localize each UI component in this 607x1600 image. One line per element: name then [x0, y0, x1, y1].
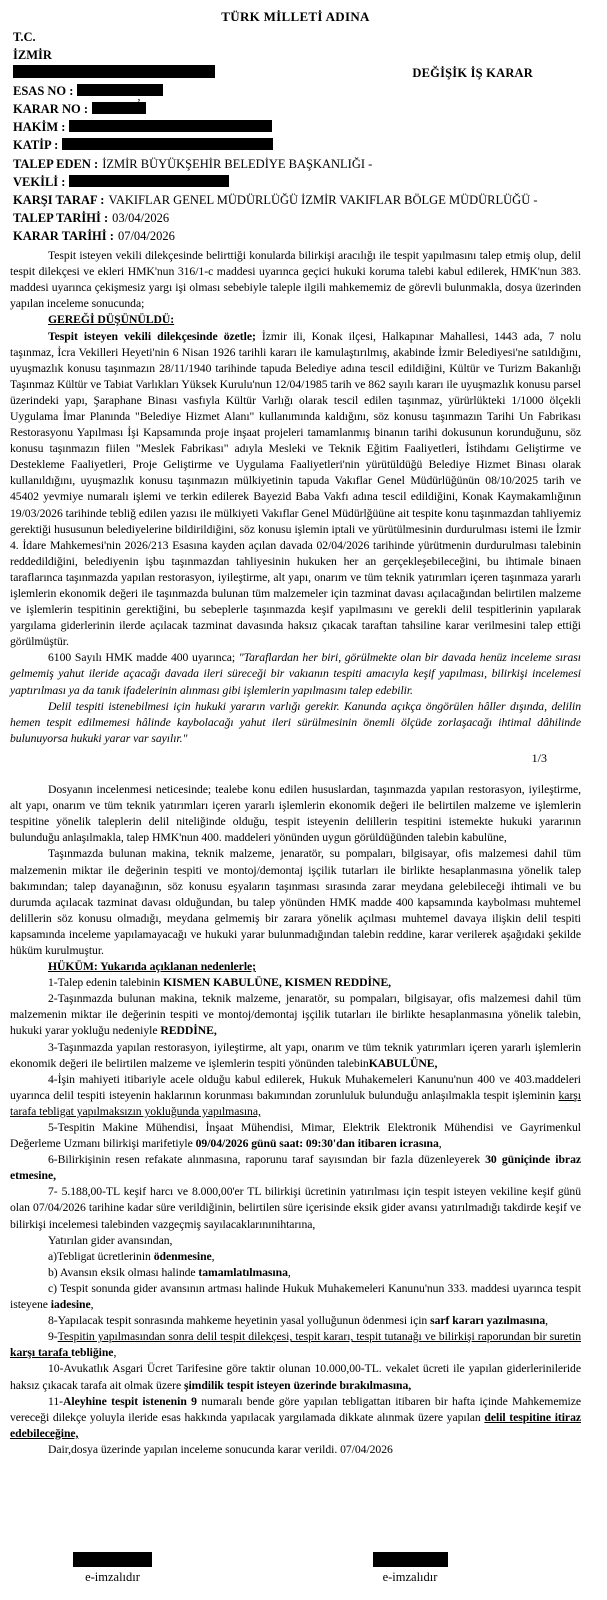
paragraph [10, 1184, 581, 1232]
field-label: TALEP EDEN : [13, 156, 99, 171]
signature-redaction-bar [73, 1552, 152, 1567]
field-label: KARAR NO : [13, 102, 88, 117]
case-field-row [13, 227, 581, 245]
redaction-bar [69, 175, 229, 187]
case-field-row [13, 155, 581, 173]
paragraph [10, 1233, 581, 1249]
field-label: KARAR TARİHİ : [13, 228, 114, 243]
signature-block [371, 1552, 449, 1585]
text-run: 8-Yapılacak tespit sonrasında mahkeme heyetinin yasal yolluğunun ödenmesi için [48, 1314, 431, 1328]
text-run: tamamlatılmasına [198, 1265, 288, 1279]
redaction-bar [92, 102, 146, 114]
text-run: 11- [48, 1394, 63, 1408]
case-field-row [13, 191, 581, 209]
text-run: , [545, 1314, 549, 1328]
signature-redaction-bar [373, 1552, 448, 1567]
field-label: VEKİLİ : [13, 174, 66, 189]
paragraph [10, 782, 581, 846]
field-label: HAKİM : [13, 120, 66, 135]
text-run: sarf kararı yazılmasına [430, 1314, 546, 1328]
text-run: REDDİNE, [160, 1024, 217, 1038]
text-run: 09/04/2026 günü saat: 09:30'dan itibaren icrasına [195, 1137, 439, 1151]
text-run: 9- [48, 1330, 58, 1344]
text-run: 10-Avukatlık Asgari Ücret Tarifesine göre taktir olunan 10.000,00-TL. vekalet ücreti ile yapılan giderlerinileride haksız çıkacak tarafa ait olmak üzere [10, 1362, 581, 1392]
field-value: 07/04/2026 [117, 228, 175, 243]
text-run: Dair,dosya üzerinde yapılan inceleme sonucunda karar verildi. 07/04/2026 [48, 1442, 393, 1456]
text-run: Tespitin yapılmasından sonra delil tespit dilekçesi, tespit kararı, tespit tutanağı ve bilirkişi raporundan bir suretin [57, 1330, 581, 1344]
case-field-row [13, 136, 581, 154]
paragraph [10, 846, 581, 959]
signature-block [73, 1552, 152, 1585]
case-field-row [13, 209, 581, 227]
text-run: Delil tespiti istenebilmesi için hukuki yararın varlığı gerekir. Kanunda açıkça öngörülen hâller dışında, delilin hemen tespit edilmemesi hâlinde kaybolacağı yahut ileri sürülmesinin önemli ölçüde zorlaşacağı ihtimal dâhilinde bulunuyorsa hukuki yarar var sayılır." [10, 699, 581, 745]
text-run: ödenmesine [153, 1249, 212, 1263]
e-signature-label: e-imzalıdır [382, 1570, 438, 1584]
redaction-bar [69, 120, 272, 132]
page-number: 1/3 [531, 750, 547, 765]
paragraph [10, 650, 581, 698]
republic-label: T.C. [13, 30, 36, 44]
paragraph [10, 1072, 581, 1120]
paragraph [10, 1120, 581, 1152]
court-name-redaction [13, 65, 215, 78]
text-run: şimdilik tespit isteyen üzerinde bırakılmasına, [183, 1378, 412, 1392]
paragraph [10, 975, 581, 991]
text-run: iadesine [50, 1298, 91, 1312]
case-field-row [13, 173, 581, 191]
paragraph [10, 248, 581, 312]
case-field-row [13, 82, 581, 104]
text-run: 30 güniçinde ibraz etmesine, [10, 1153, 581, 1183]
paragraph [10, 1040, 581, 1072]
redaction-bar [62, 138, 273, 150]
paragraph [10, 1249, 581, 1265]
redaction-suffix-mark: , [137, 89, 141, 104]
text-run: 1-Talep edenin talebinin [48, 976, 164, 990]
text-run: Taşınmazda bulunan makina, teknik malzeme, jenaratör, su pompaları, bilgisayar, ofis malzemesi dahil tüm malzemenin miktar ile değerinin tespiti ve montoj/demontaj işçilik tutarları ile birlikte hesaplanmasına yönelik talep bakımından; talep dayanağının, söz konusu eşyaların taşınması sırasında zarar meydana gelebileceği ihtimali ve bu durumda açılacak tazminat davası olduğundan, bu talep yönünden HMK madde 400 kapsamında kaybolması muhtemel delillerin söz konusu olmadığı, meydana gelmemiş bir zarara yönelik açılması muhtemel davaya ilişkin delil tespiti kapsamında inceleme yapılamayacağı ve hukuki yarar bulunmadığından talebin reddine, karar verilerek aşağıdaki şekilde hüküm kurulmuştur. [10, 847, 581, 957]
text-run: 2-Taşınmazda bulunan makina, teknik malzeme, jenaratör, su pompaları, bilgisayar, ofis malzemesi dahil tüm malzemenin miktar ile değerinin tespiti ve montoj/demontaj işçilik tutarları ile birlikte hesaplanmasına yönelik talebin, hukuki yarar yokluğu nedeniyle [10, 992, 581, 1038]
field-label: KARŞI TARAF : [13, 192, 105, 207]
court-name-row [13, 64, 581, 82]
field-value: 03/04/2026 [112, 210, 170, 225]
text-run: karşı tarafa tebligat yapılmaksızın yokluğunda yapılmasına, [10, 1088, 581, 1118]
paragraph [10, 1265, 581, 1281]
text-run: KISMEN KABULÜNE, KISMEN REDDİNE, [163, 976, 392, 990]
case-fields [13, 82, 581, 245]
text-run: 6100 Sayılı HMK madde 400 uyarınca; [48, 651, 239, 665]
text-run: b) Avansın eksik olması halinde [48, 1265, 199, 1279]
text-run: 4-İşin mahiyeti itibariyle acele olduğu kabul edilerek, Hukuk Muhakemeleri Kanunu'nun 400 ve 403.maddeleri uyarınca delil tespiti isteyenin haklarının korunması bakımından zorunluluk bulunduğu anlaşılmakla tespit işleminin [10, 1072, 581, 1102]
text-run: KABULÜNE, [368, 1056, 438, 1070]
paragraph [10, 1394, 581, 1442]
case-field-row [13, 100, 581, 118]
e-signature-label: e-imzalıdır [85, 1570, 140, 1584]
redaction-suffix-mark: ' [210, 64, 212, 77]
text-run: , [90, 1298, 94, 1312]
text-run: 3-Taşınmazda yapılan restorasyon, iyileştirme, alt yapı, onarım ve tüm teknik yatırımları içeren yararlı işlemlerin ekonomik değeri ile belirtilen malzeme ve işlemlerin tespiti yönünden talebin [10, 1040, 581, 1070]
text-run: a)Tebligat ücretlerinin [48, 1249, 154, 1263]
text-run: Tespit isteyen vekili dilekçesinde belirttiği konularda bilirkişi aracılığı ile tespit yapılmasını talep etmiş olup, delil tespit dilekçesi ve ekleri HMK'nun 316/1-c maddesi uyarınca geçici hukuki koruma talebi kabul edilerek, HMK'nun 383. maddesi uyarınca çekişmesiz yargı işi olması sebebiyle taleple ilgili mahkememiz de görevli bulunmakla, dosya üzerinden yapılan inceleme sonucunda; [10, 249, 581, 311]
text-run: İzmir ili, Konak ilçesi, Halkapınar Mahallesi, 1443 ada, 7 nolu taşınmaz, İcra Vekilleri Heyeti'nin 6 Nisan 1926 tarihli kararı ile kamulaştırılmış, akabinde İzmir Belediyesi'ne satıldığını, uyuşmazlık konusu taşınmazın 28/11/1940 tarihinde tapuda Belediye adına tescil edildiğini, Kültür ve Turizm Bakanlığı Taşınmaz Kültür ve Tabiat Varlıkları Yüksek Kurulu'nun 12/04/1985 tarih ve 862 sayılı kararı ile uyuşmazlık konusu parsel üzerindeki yapı, Şaraphane Binası vasfıyla Kültür Varlığı olarak tescil edilen taşınmaz, yürürlükteki 1/1000 ölçekli Uygulama İmar Planında "Belediye Hizmet Alanı" kullanımında kaldığını, söz konusu taşınmazın Tarihi Un Fabrikası Restorasyonu Yapılması İşi Kapsamında proje inşaat projeleri tamamlanmış binanın tarihi dokusunun korunduğunu, söz konusu taşınmazın fiilen "Meslek Fabrikası" adıyla Mesleki ve Teknik Eğitim Faaliyetleri, İstihdamı Geliştirme ve Destekleme Faaliyetleri, Proje Geliştirme ve Uygulama Faaliyetleri'nin yürütüldüğü Belediye Hizmet Binası olarak kullanıldığını, uyuşmazlık konusu taşınmazın mülkiyetinin tapuda Vakıflar Genel Müdürlüğünün 08/10/2025 tarih ve 45402 yevmiye numaralı işlemi ve terkin edilerek Bayezid Baba Vakfı adına tescil edildiğini, Konak Kaymakamlığının 19/03/2026 tarihinde tebliğ edilen yazısı ile mülkiyeti Vakıflar Genel Müdürlğüüne ait tespite konu taşınmazdan tahliyemiz gerektiği hususunun belediyelerine bildirildiğini, söz konusu işlemin iptali ve yürütülmesinin durdurulması istemi ile İzmir 4. İdare Mahkemesi'nin 2026/213 Esasına kayden açılan davada 02/04/2026 tarihinde yürütmenin durdurulması talebinin reddedildiğini, belediyenin işbu taşınmazdan tahliyesinin hukuken her an gerçekleşebileceğini, bu ihtimale binaen taraflarınca taşınmazda yapılan restorasyon, iyileştirme, alt yapı, onarım ve tüm teknik yatırımları içeren taşınmaza yararlı işlemlerin ekonomik değeri ile taşınmazda bulunan tüm malzemeler için tazminat davası açılacağından belirtilen malzeme ve işlemlerin tespitinin gerektiğini, bu sebeplerle taşınmazda keşif yapılmasını ve gerekli delil tespitlerinin yapılarak yargılama giderlerinin ilerde açılacak tazminat davasında haksız çıkacak taraftan tahsiline karar verilmesini talep ettiği görülmüştür. [10, 329, 582, 649]
paragraph [10, 1281, 581, 1313]
decision-body [0, 248, 607, 1458]
field-label: TALEP TARİHİ : [13, 210, 109, 225]
section-heading [10, 959, 581, 975]
text-run: GEREĞİ DÜŞÜNÜLDÜ: [48, 313, 175, 327]
text-run: tebliğine [71, 1346, 114, 1360]
text-run: karşı tarafa [10, 1346, 72, 1360]
paragraph [10, 991, 581, 1039]
text-run: 5-Tespitin Makine Mühendisi, İnşaat Mühendisi, Mimar, Elektrik Elektronik Mühendisi ve Gayrimenkul Değerleme Uzmanı bilirkişi marifetiyle [10, 1121, 581, 1151]
text-run: , [211, 1249, 215, 1263]
field-label: KATİP : [13, 138, 59, 153]
paragraph [10, 1442, 581, 1458]
section-heading [10, 312, 581, 328]
text-run: Yatırılan gider avansından, [48, 1233, 173, 1247]
text-run: Aleyhine tespit istenenin 9 [63, 1394, 202, 1408]
text-run: 6-Bilirkişinin resen refakate alınmasına, raporunu taraf sayısından bir fazla düzenleyerek [48, 1153, 486, 1167]
text-run: "Taraflardan her biri, görülmekte olan bir davada henüz inceleme sırası gelmemiş yahut ileride açacağı davada ileri süreceği bir vakıanın tespiti amacıyla keşif yapılması, bilirkişi incelemesi yaptırılması ya da tanık ifadelerinin alınması gibi işlemlerin yapılmasını talep edebilir. [10, 651, 581, 697]
text-run: Dosyanın incelenmesi neticesinde; tealebe konu edilen hususlardan, taşınmazda yapılan restorasyon, iyileştirme, alt yapı, onarım ve tüm teknik yatırımları içeren yararlı işlemlerin ekonomik değeri ile belirtilen malzeme ve işlemlerin tespitine yönelik taleplerin delil niteliğinde olduğu, tespit isteyenin delillerin tespitini istemekte hukuki yararının bulunduğu anlaşılmakla, talep HMK'nun 400. maddeleri yönünden uygun görüldüğünden talebin kabulüne, [10, 783, 581, 845]
city-label: İZMİR [13, 48, 52, 63]
document-header [0, 25, 607, 245]
paragraph [10, 1361, 581, 1393]
text-run: , [113, 1346, 117, 1360]
text-run: , [287, 1265, 291, 1279]
case-field-row [13, 118, 581, 136]
field-value: İZMİR BÜYÜKŞEHİR BELEDİYE BAŞKANLIĞI - [102, 156, 373, 171]
paragraph [10, 699, 581, 747]
paragraph [10, 1329, 581, 1361]
paragraph [10, 1313, 581, 1329]
text-run: delil tespitine itiraz edebileceğine, [10, 1410, 581, 1440]
field-value: VAKIFLAR GENEL MÜDÜRLÜĞÜ İZMİR VAKIFLAR BÖLGE MÜDÜRLÜĞÜ - [108, 192, 538, 207]
signature-area [0, 1552, 607, 1598]
text-run: Tespit isteyen vekili dilekçesinde özetle; [48, 329, 262, 343]
text-run: , [438, 1137, 442, 1151]
paragraph [10, 1152, 581, 1184]
paragraph [10, 329, 581, 651]
document-title: TÜRK MİLLETİ ADINA [221, 9, 370, 24]
text-run: HÜKÜM: Yukarıda açıklanan nedenlerle; [48, 960, 256, 974]
decision-type-label: DEĞİŞİK İŞ KARAR [412, 66, 533, 81]
text-run: 7- 5.188,00-TL keşif harcı ve 8.000,00'er TL bilirkişi ücretinin yatırılması için tespit isteyen vekiline keşif günü olan 07/04/2026 tarihine kadar süre verildiğinin, belirtilen süre içerisinde eksik gider avansı yatırılmadığı takdirde keşif ve bilirkişi incelemesi talebinden vazgeçmiş sayılacaklarınınihtarına, [10, 1185, 581, 1231]
text-run: numaralı bende göre yapılan tebligattan itibaren bir hafta içinde Mahkememize vereceği dilekçe yoluyla ileride esas hakkında yapılacak yargılamada dikkate alınmak üzere yapılan [10, 1394, 581, 1424]
text-run: c) Tespit sonunda gider avansının artması halinde Hukuk Muhakemeleri Kanunu'nun 333. maddesi uyarınca tespit isteyene [10, 1281, 581, 1312]
field-label: ESAS NO : [13, 84, 74, 99]
redaction-bar [77, 84, 163, 96]
